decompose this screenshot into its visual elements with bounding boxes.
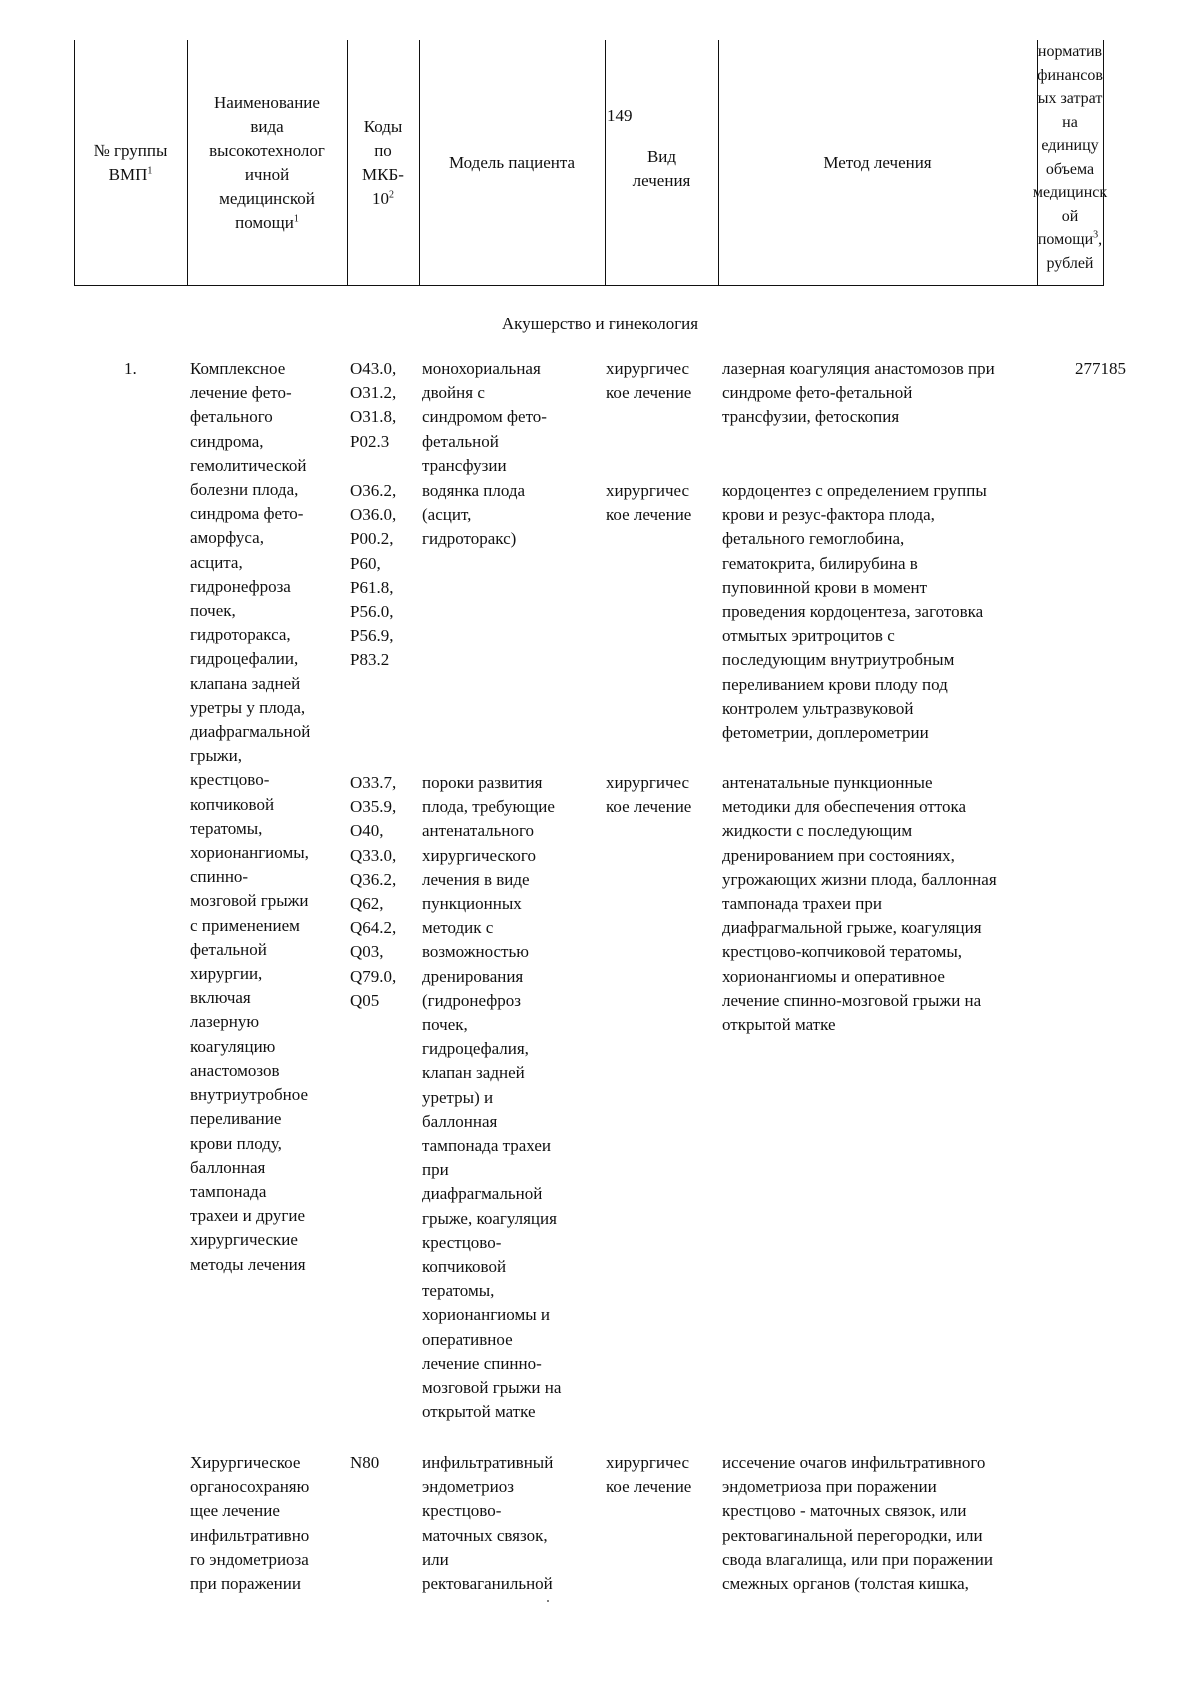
text-line: гидроцефалии, xyxy=(190,649,299,669)
treatment-method-c xyxy=(722,771,997,1037)
text-line: крестцово-копчиковой тератомы, xyxy=(722,942,963,962)
text-line: O43.0, xyxy=(350,359,397,378)
text-line: свода влагалища, или при поражении xyxy=(722,1549,994,1569)
text-line: гидронефроза xyxy=(190,576,291,596)
treatment-method-b xyxy=(722,479,987,745)
text-line: аморфуса, xyxy=(190,528,264,548)
header-treatment-method: Метод лечения xyxy=(823,152,932,172)
text-line: методики для обеспечения оттока xyxy=(722,797,967,817)
text-line: последующим внутриутробным xyxy=(722,650,955,670)
text-line: с применением xyxy=(190,915,300,935)
header-patient-model: Модель пациента xyxy=(448,152,576,172)
text-line: N80 xyxy=(350,1453,380,1472)
text-line: диафрагмальной грыже, коагуляция xyxy=(722,918,982,938)
text-line: уретры) и xyxy=(422,1087,494,1107)
text-line: P83.2 xyxy=(350,650,390,670)
icd-codes-group-c xyxy=(350,771,396,1013)
text-line: включая xyxy=(190,988,251,1008)
treatment-kind-c xyxy=(606,771,691,819)
text-line: тератомы, xyxy=(190,818,263,838)
text-line: дренирования xyxy=(422,966,524,986)
text-line: лазерную xyxy=(190,1012,260,1032)
text-line: лечения в виде xyxy=(422,869,530,889)
text-line: хирургические xyxy=(190,1230,298,1250)
text-line: смежных органов (толстая кишка, xyxy=(722,1574,969,1594)
text-line: Q03, xyxy=(350,942,384,962)
text-line: эндометриоза при поражении xyxy=(722,1477,937,1497)
text-line: лечение фето- xyxy=(190,383,292,403)
text-line: O31.2, xyxy=(350,383,397,403)
text-line: Q36.2, xyxy=(350,869,397,889)
text-line: мозговой грыжи xyxy=(190,891,309,911)
text-line: почек, xyxy=(190,601,236,621)
text-line: уретры у плода, xyxy=(190,697,306,717)
text-line: тампонада трахеи при xyxy=(722,894,882,914)
treatment-kind-d xyxy=(606,1451,691,1499)
treatment-method-d xyxy=(722,1451,993,1596)
text-line: открытой матке xyxy=(422,1402,536,1422)
text-line: двойня с xyxy=(422,383,485,403)
text-line: угрожающих жизни плода, баллонная xyxy=(722,869,997,889)
text-line: Q79.0, xyxy=(350,966,397,986)
text-line: органосохраняю xyxy=(190,1477,310,1497)
text-line: при xyxy=(422,1160,449,1180)
text-line: пункционных xyxy=(422,894,522,914)
text-line: кое лечение xyxy=(606,383,692,403)
text-line: пуповинной крови в момент xyxy=(722,577,928,597)
text-line: хорионангиомы, xyxy=(190,843,309,863)
patient-model-b xyxy=(422,479,525,552)
text-line: иссечение очагов инфильтративного xyxy=(722,1453,986,1472)
text-line: монохориальная xyxy=(422,359,541,378)
text-line: синдрома фето- xyxy=(190,504,304,524)
text-line: асцита, xyxy=(190,552,243,572)
text-line: O35.9, xyxy=(350,797,397,817)
text-line: отмытых эритроцитов с xyxy=(722,626,895,646)
text-line: (гидронефроз xyxy=(422,990,521,1010)
text-line: фетометрии, доплерометрии xyxy=(722,723,929,743)
text-line: трансфузии, фетоскопия xyxy=(722,407,900,427)
text-line: баллонная xyxy=(422,1111,498,1131)
scan-speck xyxy=(547,1600,549,1602)
text-line: ректовагинальной перегородки, или xyxy=(722,1525,983,1545)
text-line: спинно- xyxy=(190,867,249,887)
text-line: трахеи и другие xyxy=(190,1206,306,1226)
text-line: внутриутробное xyxy=(190,1085,308,1105)
text-line: клапан задней xyxy=(422,1063,525,1083)
text-line: методы лечения xyxy=(190,1254,306,1274)
text-line: кое лечение xyxy=(606,1477,692,1497)
text-line: фетальной xyxy=(422,431,499,451)
text-line: антенатальные пункционные xyxy=(722,773,933,792)
text-line: лазерная коагуляция анастомозов при xyxy=(722,359,995,378)
text-line: крови и резус-фактора плода, xyxy=(722,505,935,525)
text-line: хирургичес xyxy=(606,359,690,378)
text-line: грыжи, xyxy=(190,746,242,766)
text-line: гидроцефалия, xyxy=(422,1039,529,1059)
text-line: хирургичес xyxy=(606,481,690,500)
cost-norm-value: 277185 xyxy=(1075,359,1126,378)
text-line: или xyxy=(422,1549,449,1569)
text-line: открытой матке xyxy=(722,1015,836,1035)
patient-model-a xyxy=(422,357,547,478)
text-line: Q05 xyxy=(350,990,380,1010)
header-cost-norm: норматив финансов ых затрат на единицу объема медицинск ой помощи$^3$, рублей xyxy=(1032,43,1108,272)
text-line: крестцово- xyxy=(190,770,270,790)
text-line: жидкости с последующим xyxy=(722,821,913,841)
text-line: проведения кордоцентеза, заготовка xyxy=(722,602,984,622)
text-line: P56.0, xyxy=(350,602,394,622)
text-line: антенатального xyxy=(422,821,535,841)
text-line: крестцово- xyxy=(422,1232,502,1252)
section-title: Акушерство и гинекология xyxy=(501,314,699,333)
text-line: синдромом фето- xyxy=(422,407,547,427)
text-line: Комплексное xyxy=(190,359,286,378)
text-line: хирургичес xyxy=(606,1453,690,1472)
group-number: 1. xyxy=(124,359,137,378)
text-line: хирургичес xyxy=(606,773,690,792)
text-line: Q62, xyxy=(350,894,384,914)
text-line: баллонная xyxy=(190,1157,266,1177)
text-line: Q33.0, xyxy=(350,845,397,865)
text-line: почек, xyxy=(422,1015,468,1035)
text-line: диафрагмальной xyxy=(422,1184,543,1204)
text-line: гидроторакс) xyxy=(422,529,517,549)
text-line: O36.2, xyxy=(350,481,397,500)
text-line: гидроторакса, xyxy=(190,625,291,645)
text-line: фетального гемоглобина, xyxy=(722,529,905,549)
text-line: копчиковой xyxy=(422,1257,507,1277)
text-line: P61.8, xyxy=(350,577,394,597)
text-line: го эндометриоза xyxy=(190,1549,309,1569)
text-line: O33.7, xyxy=(350,773,397,792)
text-line: P60, xyxy=(350,553,381,573)
text-line: хирургического xyxy=(422,845,536,865)
text-line: контролем ультразвуковой xyxy=(722,698,914,718)
care-type-name-2 xyxy=(190,1451,309,1596)
text-line: гемолитической xyxy=(190,455,307,475)
text-line: O40, xyxy=(350,821,384,841)
text-line: лечение спинно-мозговой грыжи на xyxy=(722,990,982,1010)
text-line: трансфузии xyxy=(422,455,507,475)
text-line: P00.2, xyxy=(350,529,394,549)
text-line: тампонада трахеи xyxy=(422,1136,552,1156)
text-line: водянка плода xyxy=(422,481,526,500)
text-line: маточных связок, xyxy=(422,1525,548,1545)
text-line: P02.3 xyxy=(350,431,390,451)
text-line: крови плоду, xyxy=(190,1133,282,1153)
text-line: хорионангиомы и xyxy=(422,1305,550,1325)
text-line: синдроме фето-фетальной xyxy=(722,383,913,403)
text-line: O36.0, xyxy=(350,505,397,525)
text-line: P56.9, xyxy=(350,626,394,646)
text-line: фетальной xyxy=(190,939,267,959)
treatment-kind-a xyxy=(606,357,691,405)
text-line: инфильтративный xyxy=(422,1453,554,1472)
text-line: фетального xyxy=(190,407,273,427)
treatment-kind-b xyxy=(606,479,691,527)
header-treatment-kind: Вид лечения xyxy=(632,146,691,190)
care-type-name xyxy=(190,357,310,1277)
header-group-no: № группы ВМП$^1$ xyxy=(93,140,168,184)
text-line: хирургии, xyxy=(190,964,263,984)
text-line: переливание xyxy=(190,1109,282,1129)
text-line: клапана задней xyxy=(190,673,301,693)
text-line: синдрома, xyxy=(190,431,264,451)
table-header xyxy=(74,40,1108,286)
text-line: Q64.2, xyxy=(350,918,397,938)
header-icd-codes: Коды по МКБ- $10^2$ xyxy=(362,116,404,208)
text-line: переливанием крови плоду под xyxy=(722,674,948,694)
icd-codes-group-d xyxy=(350,1451,379,1475)
text-line: оперативное xyxy=(422,1329,513,1349)
text-line: методик с xyxy=(422,918,494,938)
text-line: лечение спинно- xyxy=(422,1353,542,1373)
text-line: тампонада xyxy=(190,1181,267,1201)
patient-model-d xyxy=(422,1451,553,1596)
text-line: гематокрита, билирубина в xyxy=(722,553,918,573)
text-line: кое лечение xyxy=(606,505,692,525)
page-number: 149 xyxy=(607,106,633,125)
patient-model-c xyxy=(422,771,561,1424)
text-line: щее лечение xyxy=(190,1501,280,1521)
icd-codes-group-a xyxy=(350,357,396,454)
text-line: хорионангиомы и оперативное xyxy=(722,966,945,986)
text-line: плода, требующие xyxy=(422,797,555,817)
text-line: коагуляцию xyxy=(190,1036,276,1056)
text-line: диафрагмальной xyxy=(190,722,311,742)
text-line: мозговой грыжи на xyxy=(422,1378,562,1398)
text-line: анастомозов xyxy=(190,1060,280,1080)
text-line: грыже, коагуляция xyxy=(422,1208,557,1228)
text-line: дренированием при состояниях, xyxy=(722,845,955,865)
text-line: инфильтративно xyxy=(190,1525,310,1545)
text-line: возможностью xyxy=(422,942,529,962)
text-line: крестцово- xyxy=(422,1501,502,1521)
text-line: Хирургическое xyxy=(190,1453,301,1472)
text-line: болезни плода, xyxy=(190,480,299,500)
text-line: эндометриоз xyxy=(422,1477,514,1497)
treatment-method-a xyxy=(722,357,995,430)
text-line: крестцово - маточных связок, или xyxy=(722,1501,967,1521)
text-line: пороки развития xyxy=(422,773,543,792)
text-line: (асцит, xyxy=(422,505,472,525)
text-line: O31.8, xyxy=(350,407,397,427)
text-line: тератомы, xyxy=(422,1281,495,1301)
icd-codes-group-b xyxy=(350,479,396,673)
header-care-type: Наименование вида высокотехнолог ичной медицинской помощи$^1$ xyxy=(209,92,325,232)
text-line: кордоцентез с определением группы xyxy=(722,481,987,500)
text-line: кое лечение xyxy=(606,797,692,817)
text-line: копчиковой xyxy=(190,794,275,814)
text-line: ректоваганильной xyxy=(422,1574,553,1594)
text-line: при поражении xyxy=(190,1574,301,1594)
